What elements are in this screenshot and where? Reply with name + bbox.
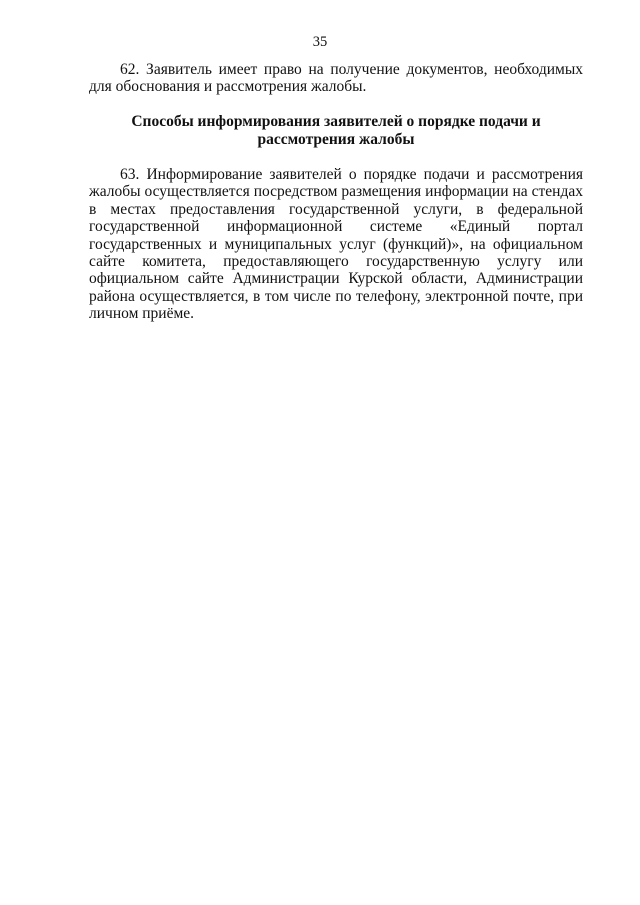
paragraph-line: государственной информационной системе «Единый портал [89, 218, 583, 236]
paragraph-line: официальном сайте Администрации Курской области, Администрации [89, 270, 583, 288]
paragraph-line: сайте комитета, предоставляющего государственную услугу или [89, 252, 583, 270]
paragraph-line: района осуществляется, в том числе по телефону, электронной почте, при [89, 287, 583, 305]
paragraph-line: для обоснования и рассмотрения жалобы. [89, 78, 367, 96]
paragraph-63 [89, 166, 583, 323]
heading-line: рассмотрения жалобы [257, 131, 415, 148]
paragraph-line: государственных и муниципальных услуг (функций)», на официальном [89, 235, 583, 253]
heading-line: Способы информирования заявителей о порядке подачи и [131, 113, 541, 130]
paragraph-line: 62. Заявитель имеет право на получение документов, необходимых [120, 61, 583, 78]
page-number: 35 [312, 34, 328, 50]
paragraph-line: личном приёме. [89, 305, 195, 323]
section-heading [89, 113, 583, 149]
paragraph-line: 63. Информирование заявителей о порядке подачи и рассмотрения [120, 166, 583, 183]
paragraph-line: жалобы осуществляется посредством размещения информации на стендах [89, 183, 583, 201]
paragraph-line: в местах предоставления государственной услуги, в федеральной [89, 200, 583, 218]
paragraph-62 [89, 61, 583, 96]
